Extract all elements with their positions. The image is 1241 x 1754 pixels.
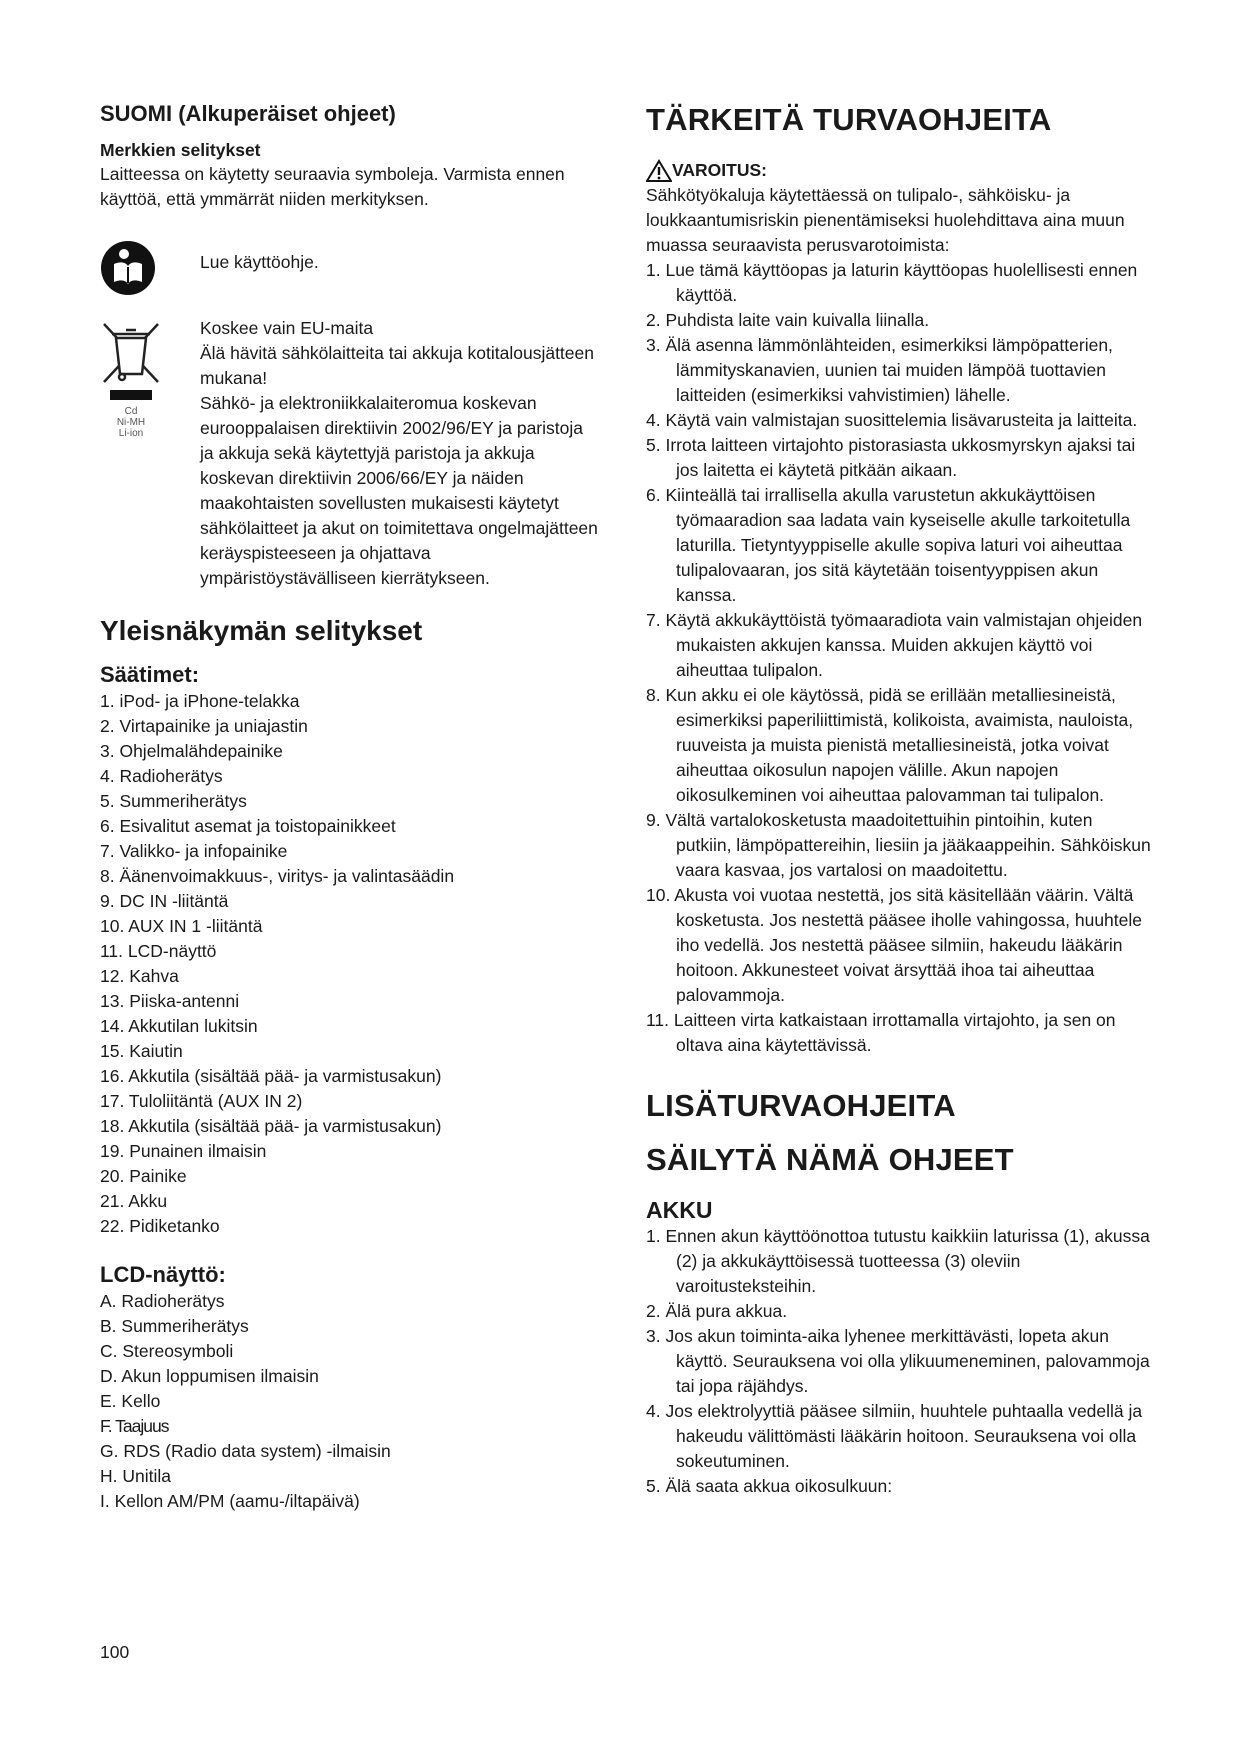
list-item: 16. Akkutila (sisältää pää- ja varmistusakun) [100,1066,442,1086]
list-item: 12. Kahva [100,966,179,986]
battery-list [646,1224,1151,1499]
list-item: 2. Virtapainike ja uniajastin [100,716,308,736]
weee-directive-text: Sähkö- ja elektroniikkalaiteromua koskevan eurooppalaisen direktiivin 2002/96/EY ja paristoja ja akkuja sekä käytettyjä paristoja ja akkuja koskevan direktiivin 2006/66/EY ja näiden maakohtaisten sovellusten mukaisesti käytetyt sähkölaitteet ja akut on toimitettava ongelmajätteen keräyspisteeseen ja ohjattava ympäristöystävälliseen kierrätykseen. [200,393,598,588]
lcd-list [100,1289,600,1514]
read-manual-text: Lue käyttöohje. [200,252,319,272]
symbols-intro: Laitteessa on käytetty seuraavia symboleja. Varmista ennen käyttöä, että ymmärrät niiden merkityksen. [100,164,565,209]
list-item: 10. AUX IN 1 -liitäntä [100,916,263,936]
safety-list [646,258,1151,1058]
battery-label-nimh: Ni-MH [116,417,146,428]
list-item: D. Akun loppumisen ilmaisin [100,1366,319,1386]
eu-symbol-text [200,316,600,591]
list-item: 5. Älä saata akkua oikosulkuun: [646,1476,893,1496]
list-item: 22. Pidiketanko [100,1216,220,1236]
battery-labels [100,406,162,439]
eu-only-line: Koskee vain EU-maita [200,318,374,338]
no-household-waste-line: Älä hävitä sähkölaitteita tai akkuja kotitalousjätteen mukana! [200,343,594,388]
battery-heading: AKKU [646,1197,713,1223]
list-item: 11. Laitteen virta katkaistaan irrottamalla virtajohto, ja sen on oltava aina käytettävissä. [646,1010,1116,1055]
list-item: H. Unitila [100,1466,171,1486]
warning-label: VAROITUS: [672,160,767,180]
list-item: 1. Lue tämä käyttöopas ja laturin käyttöopas huolellisesti ennen käyttöä. [646,260,1138,305]
list-item: 1. iPod- ja iPhone-telakka [100,691,300,711]
eu-symbol-row [100,316,600,591]
list-item: 20. Painike [100,1166,187,1186]
list-item: G. RDS (Radio data system) -ilmaisin [100,1441,391,1461]
lcd-heading: LCD-näyttö: [100,1262,226,1287]
list-item: 4. Jos elektrolyyttiä pääsee silmiin, huuhtele puhtaalla vedellä ja hakeudu välittömästi lääkärin hoitoon. Seurauksena voi olla sokeutuminen. [646,1401,1143,1471]
battery-label-liion: Li-ion [118,428,144,439]
list-item: 2. Älä pura akkua. [646,1301,788,1321]
list-item: I. Kellon AM/PM (aamu-/iltapäivä) [100,1491,360,1511]
read-manual-icon [100,240,156,301]
keep-instructions-heading: SÄILYTÄ NÄMÄ OHJEET [646,1142,1014,1177]
list-item: C. Stereosymboli [100,1341,234,1361]
list-item: 7. Käytä akkukäyttöistä työmaaradiota vain valmistajan ohjeiden mukaisten akkujen kanssa. Muiden akkujen käyttö voi aiheuttaa tulipalon. [646,610,1143,680]
list-item: 3. Ohjelmalähdepainike [100,741,283,761]
list-item: 4. Radioherätys [100,766,223,786]
list-item: 3. Jos akun toiminta-aika lyhenee merkittävästi, lopeta akun käyttö. Seurauksena voi olla ylikuumeneminen, palovammoja tai jopa räjähdys. [646,1326,1150,1396]
list-item: 6. Kiinteällä tai irrallisella akulla varustetun akkukäyttöisen työmaaradion saa ladata vain kyseiselle akulle tarkoitetulla laturilla. Tietyntyyppiselle akulle sopiva laturi voi aiheuttaa tulipalovaaran, jos sitä käytetään toisentyyppisen akun kanssa. [646,485,1131,605]
left-column [100,100,600,1514]
list-item: 21. Akku [100,1191,168,1211]
list-item: 1. Ennen akun käyttöönottoa tutustu kaikkiin laturissa (1), akussa (2) ja akkukäyttöisessä tuotteessa (3) oleviin varoitusteksteihin. [646,1226,1150,1296]
list-item: F. Taajuus [100,1416,169,1436]
list-item: 3. Älä asenna lämmönlähteiden, esimerkiksi lämpöpatterien, lämmityskanavien, uunien tai muiden lämpöä tuottavien laitteiden (esimerkiksi vahvistimien) lähelle. [646,335,1113,405]
list-item: 10. Akusta voi vuotaa nestettä, jos sitä käsitellään väärin. Vältä kosketusta. Jos nestettä pääsee iholle vahingossa, huuhtele iho vedellä. Jos nestettä pääsee silmiin, hakeudu lääkärin hoitoon. Akkunesteet voivat ärsyttää ihoa tai aiheuttaa palovammoja. [646,885,1143,1005]
list-item: 8. Kun akku ei ole käytössä, pidä se erillään metalliesineistä, esimerkiksi paperiliittimistä, kolikoista, avaimista, nauloista, ruuveista ja muista pienistä metalliesineistä, jotka voivat aiheuttaa oikosulun napojen välille. Akun napojen oikosulkeminen voi aiheuttaa palovamman tai tulipalon. [646,685,1134,805]
list-item: 8. Äänenvoimakkuus-, viritys- ja valintasäädin [100,866,455,886]
controls-list [100,689,600,1239]
list-item: 4. Käytä vain valmistajan suosittelemia lisävarusteita ja laitteita. [646,410,1138,430]
warning-intro: Sähkötyökaluja käytettäessä on tulipalo-, sähköisku- ja loukkaantumisriskin pienentämiseksi huolehdittava aina muun muassa seuraavista perusvarotoimista: [646,185,1125,255]
list-item: 2. Puhdista laite vain kuivalla liinalla. [646,310,930,330]
list-item: 5. Summeriherätys [100,791,247,811]
battery-label-cd: Cd [124,406,138,417]
list-item: 17. Tuloliitäntä (AUX IN 2) [100,1091,303,1111]
list-item: 9. Vältä vartalokosketusta maadoitettuihin pintoihin, kuten putkiin, lämpöpattereihin, liesiin ja jääkaappeihin. Sähköiskun vaara kasvaa, jos vartalosi on maadoitettu. [646,810,1151,880]
overview-heading: Yleisnäkymän selitykset [100,615,423,646]
list-item: 6. Esivalitut asemat ja toistopainikkeet [100,816,396,836]
extra-safety-heading: LISÄTURVAOHJEITA [646,1088,956,1123]
warning-triangle-icon [646,159,672,183]
controls-heading: Säätimet: [100,662,200,687]
section-title-suomi: SUOMI (Alkuperäiset ohjeet) [100,101,396,126]
right-column [646,100,1151,1499]
list-item: 7. Valikko- ja infopainike [100,841,288,861]
list-item: A. Radioherätys [100,1291,225,1311]
list-item: 18. Akkutila (sisältää pää- ja varmistusakun) [100,1116,442,1136]
manual-symbol-row [100,240,600,296]
list-item: 9. DC IN -liitäntä [100,891,229,911]
list-item: 5. Irrota laitteen virtajohto pistorasiasta ukkosmyrskyn ajaksi tai jos laitetta ei käytetä pitkään aikaan. [646,435,1136,480]
list-item: 11. LCD-näyttö [100,941,217,961]
warning-label-row [646,158,1151,183]
symbols-heading: Merkkien selitykset [100,140,261,160]
list-item: 15. Kaiutin [100,1041,183,1061]
list-item: 19. Punainen ilmaisin [100,1141,267,1161]
page-number: 100 [100,1642,130,1662]
list-item: E. Kello [100,1391,161,1411]
list-item: B. Summeriherätys [100,1316,249,1336]
safety-title: TÄRKEITÄ TURVAOHJEITA [646,102,1052,137]
list-item: 14. Akkutilan lukitsin [100,1016,258,1036]
list-item: 13. Piiska-antenni [100,991,240,1011]
